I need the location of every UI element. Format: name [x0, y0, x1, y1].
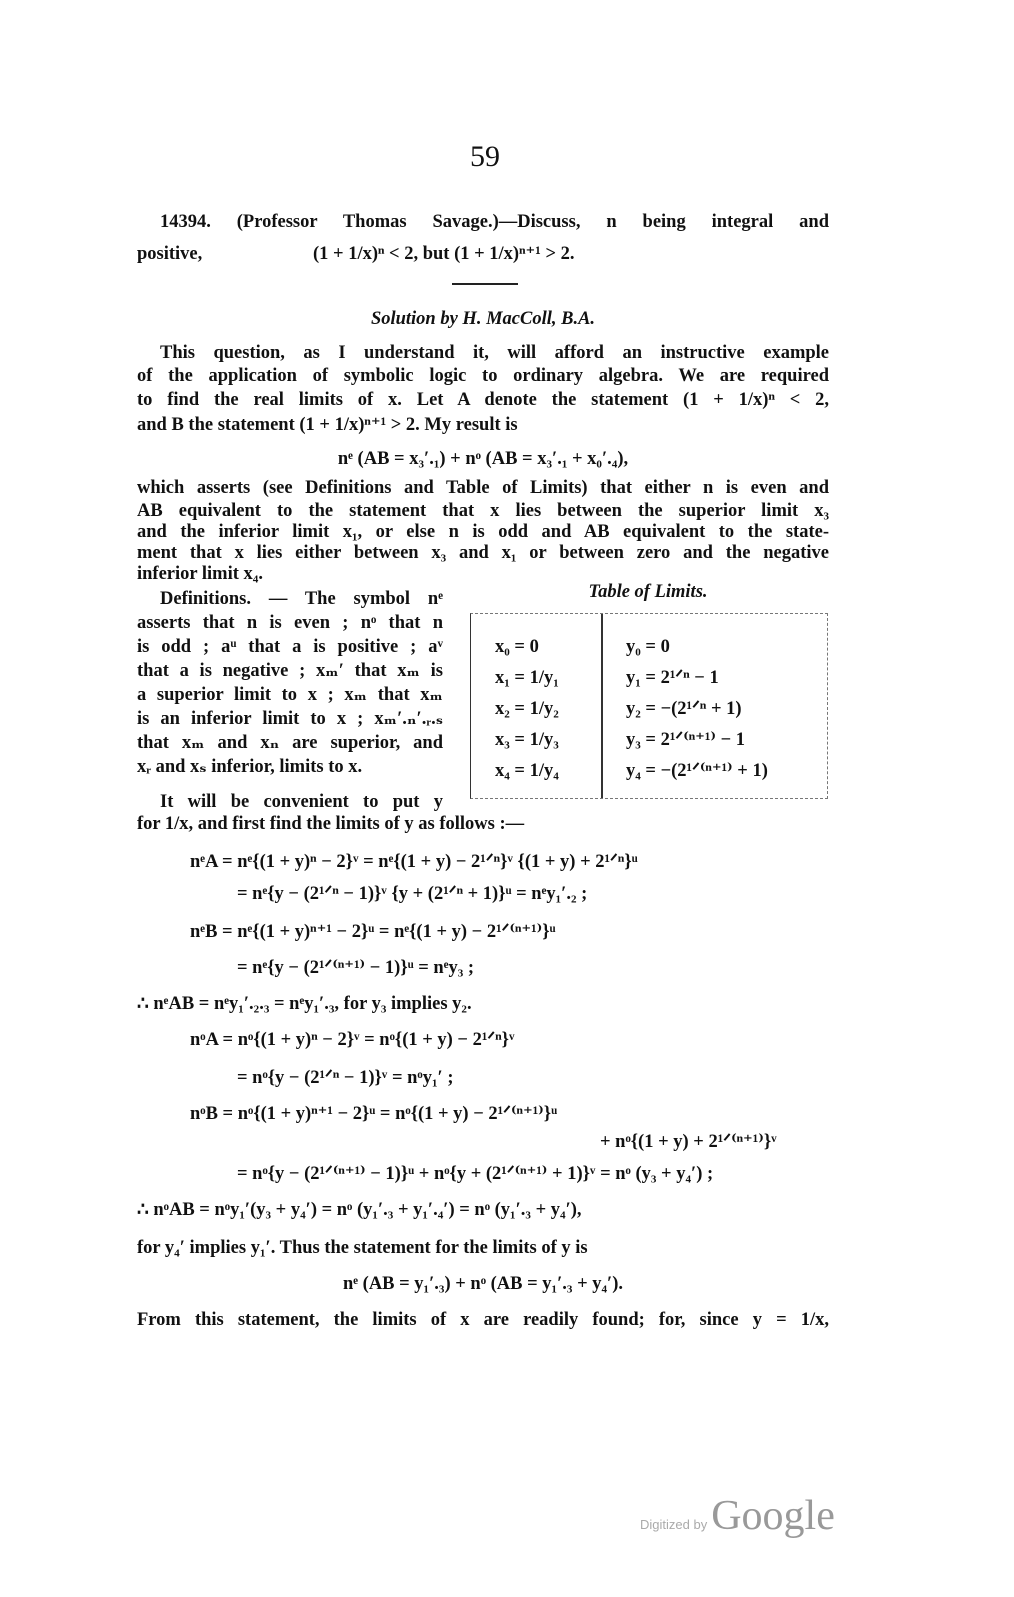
- table-divider: [601, 614, 603, 798]
- definition-line: xᵣ and xₛ inferior, limits to x.: [137, 757, 363, 777]
- table-cell: y₁ = 2¹ᐟⁿ − 1: [626, 668, 719, 688]
- definition-line: is an inferior limit to x ; xₘ′.ₙ′.ᵣ.ₛ: [137, 709, 443, 729]
- derivation-line: = nᵉ{y − (2¹ᐟⁿ − 1)}ᵛ {y + (2¹ᐟⁿ + 1)}ᵘ = nᵉy₁′.₂ ;: [237, 884, 588, 904]
- question-line-1: 14394. (Professor Thomas Savage.)—Discuss, n being integral and: [160, 212, 829, 232]
- derivation-line: = nᵒ{y − (2¹ᐟⁿ − 1)}ᵛ = nᵒy₁′ ;: [237, 1068, 454, 1088]
- para1-line: to find the real limits of x. Let A denote the statement (1 + 1/x)ⁿ < 2,: [137, 390, 829, 410]
- table-title: Table of Limits.: [588, 582, 708, 602]
- para2-line: AB equivalent to the statement that x lies between the superior limit x₃: [137, 501, 829, 521]
- para2-line: inferior limit x₄.: [137, 564, 263, 584]
- table-cell: y₄ = −(2¹ᐟ⁽ⁿ⁺¹⁾ + 1): [626, 761, 768, 781]
- derivation-line: = nᵉ{y − (2¹ᐟ⁽ⁿ⁺¹⁾ − 1)}ᵘ = nᵉy₃ ;: [237, 958, 475, 978]
- derivation-line: ∴ nᵉAB = nᵉy₁′.₂.₃ = nᵉy₁′.₃, for y₃ implies y₂.: [137, 994, 472, 1014]
- definition-line: is odd ; aᵘ that a is positive ; aᵛ: [137, 637, 443, 657]
- google-logo: Google: [711, 1493, 835, 1539]
- solution-heading: Solution by H. MacColl, B.A.: [370, 309, 596, 329]
- question-label: positive,: [137, 244, 203, 264]
- definition-line: It will be convenient to put y: [160, 792, 443, 812]
- y-column: [626, 632, 768, 787]
- definition-line: that a is negative ; xₘ′ that xₘ is: [137, 661, 443, 681]
- para3: for 1/x, and first find the limits of y as follows :—: [137, 814, 525, 834]
- table-cell: y₃ = 2¹ᐟ⁽ⁿ⁺¹⁾ − 1: [626, 730, 746, 750]
- para2-line: which asserts (see Definitions and Table of Limits) that either n is even and: [137, 478, 829, 498]
- y-statement: nᵉ (AB = y₁′.₃) + nᵒ (AB = y₁′.₃ + y₄′).: [342, 1274, 624, 1294]
- para1-line: and B the statement (1 + 1/x)ⁿ⁺¹ > 2. My result is: [137, 415, 518, 435]
- result-equation: nᵉ (AB = x₃′.₁) + nᵒ (AB = x₃′.₁ + x₀′.₄),: [337, 449, 629, 469]
- para1-line: This question, as I understand it, will afford an instructive example: [160, 343, 829, 363]
- para2-line: and the inferior limit x₁, or else n is odd and AB equivalent to the state-: [137, 522, 829, 542]
- definition-line: a superior limit to x ; xₘ that xₘ: [137, 685, 443, 705]
- derivation-line: nᵒB = nᵒ{(1 + y)ⁿ⁺¹ − 2}ᵘ = nᵒ{(1 + y) − 2¹ᐟ⁽ⁿ⁺¹⁾}ᵘ: [190, 1104, 558, 1124]
- table-of-limits: [470, 613, 828, 799]
- definition-line: that xₘ and xₙ are superior, and: [137, 733, 443, 753]
- table-cell: x₄ = 1/y₄: [495, 761, 559, 781]
- page-number: 59: [470, 140, 500, 173]
- para2-line: ment that x lies either between x₃ and x₁ or between zero and the negative: [137, 543, 829, 563]
- para1-line: of the application of symbolic logic to ordinary algebra. We are required: [137, 366, 829, 386]
- derivation-line: ∴ nᵒAB = nᵒy₁′(y₃ + y₄′) = nᵒ (y₁′.₃ + y₁′.₄′) = nᵒ (y₁′.₃ + y₄′),: [137, 1200, 582, 1220]
- table-cell: y₀ = 0: [626, 637, 670, 657]
- para4: for y₄′ implies y₁′. Thus the statement for the limits of y is: [137, 1238, 588, 1258]
- derivation-line: = nᵒ{y − (2¹ᐟ⁽ⁿ⁺¹⁾ − 1)}ᵘ + nᵒ{y + (2¹ᐟ⁽ⁿ⁺¹⁾ + 1)}ᵛ = nᵒ (y₃ + y₄′) ;: [237, 1164, 714, 1184]
- table-cell: x₂ = 1/y₂: [495, 699, 559, 719]
- table-cell: x₁ = 1/y₁: [495, 668, 559, 688]
- derivation-line: + nᵒ{(1 + y) + 2¹ᐟ⁽ⁿ⁺¹⁾}ᵛ: [600, 1132, 777, 1152]
- table-cell: x₀ = 0: [495, 637, 539, 657]
- definition-line: Definitions. — The symbol nᵉ: [160, 589, 443, 609]
- question-formula: (1 + 1/x)ⁿ < 2, but (1 + 1/x)ⁿ⁺¹ > 2.: [313, 244, 575, 264]
- definition-line: asserts that n is even ; nᵒ that n: [137, 613, 443, 633]
- table-cell: x₃ = 1/y₃: [495, 730, 559, 750]
- para5: From this statement, the limits of x are readily found; for, since y = 1/x,: [137, 1310, 829, 1330]
- google-watermark: [640, 1492, 835, 1540]
- derivation-line: nᵉB = nᵉ{(1 + y)ⁿ⁺¹ − 2}ᵘ = nᵉ{(1 + y) − 2¹ᐟ⁽ⁿ⁺¹⁾}ᵘ: [190, 922, 556, 942]
- watermark-small: Digitized by: [640, 1517, 708, 1532]
- derivation-line: nᵉA = nᵉ{(1 + y)ⁿ − 2}ᵛ = nᵉ{(1 + y) − 2¹ᐟⁿ}ᵛ {(1 + y) + 2¹ᐟⁿ}ᵘ: [190, 852, 638, 872]
- x-column: [495, 632, 559, 787]
- divider: [452, 283, 518, 285]
- table-cell: y₂ = −(2¹ᐟⁿ + 1): [626, 699, 742, 719]
- derivation-line: nᵒA = nᵒ{(1 + y)ⁿ − 2}ᵛ = nᵒ{(1 + y) − 2¹ᐟⁿ}ᵛ: [190, 1030, 515, 1050]
